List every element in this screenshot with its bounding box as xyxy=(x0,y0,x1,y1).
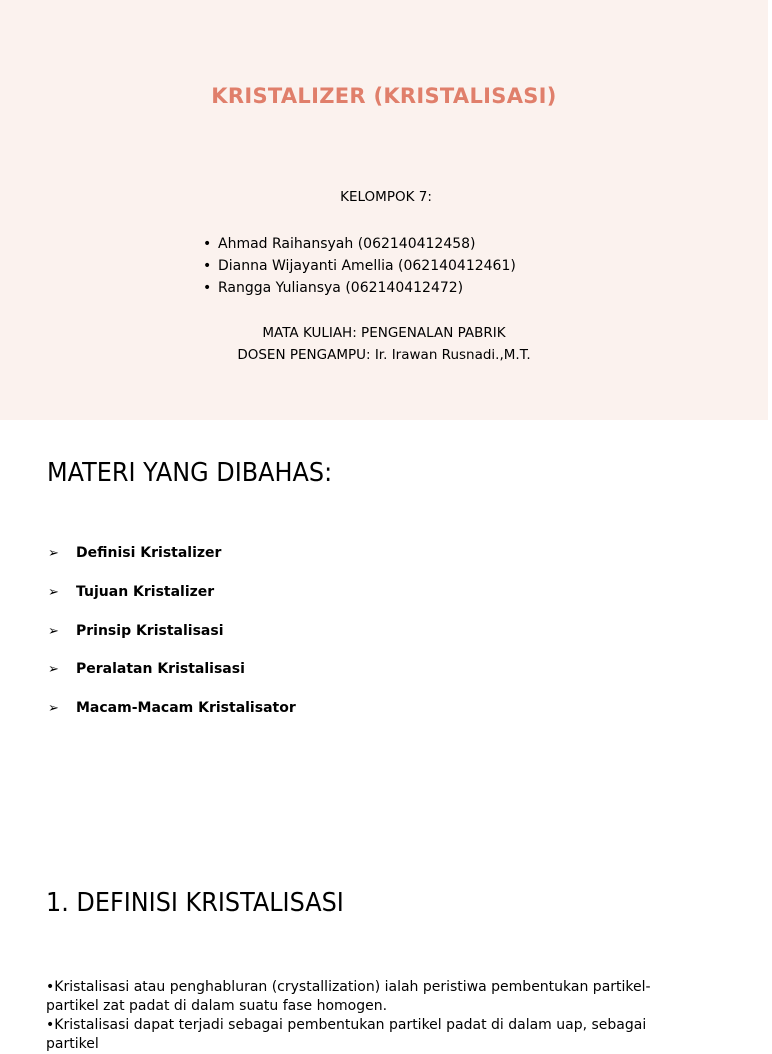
topic-label: Macam-Macam Kristalisator xyxy=(76,700,296,717)
topic-label: Definisi Kristalizer xyxy=(76,545,222,561)
course-info xyxy=(0,322,768,366)
list-item xyxy=(48,545,296,584)
title-slide xyxy=(0,0,768,420)
topics-slide xyxy=(0,420,768,844)
list-item xyxy=(203,255,516,277)
list-item xyxy=(48,623,296,662)
arrow-bullet-icon: ➢ xyxy=(48,623,59,639)
list-item xyxy=(48,584,296,623)
presentation-title: KRISTALIZER (KRISTALISASI) xyxy=(211,84,557,108)
course-line: MATA KULIAH: PENGENALAN PABRIK xyxy=(262,325,506,341)
paragraph: •Kristalisasi atau penghabluran (crystallization) ialah peristiwa pembentukan partikel-partikel zat padat di dalam suatu fase homogen. xyxy=(46,979,651,1014)
member-name: Dianna Wijayanti Amellia (062140412461) xyxy=(218,258,516,274)
list-item xyxy=(203,277,516,299)
slide-title: 1. DEFINISI KRISTALISASI xyxy=(46,888,344,918)
arrow-bullet-icon: ➢ xyxy=(48,546,59,561)
arrow-bullet-icon: ➢ xyxy=(48,662,59,678)
bullet-icon: • xyxy=(203,280,212,296)
list-item xyxy=(203,233,516,255)
member-name: Rangga Yuliansya (062140412472) xyxy=(218,280,464,296)
topic-label: Tujuan Kristalizer xyxy=(76,583,215,600)
topic-list xyxy=(48,545,296,739)
topic-label: Prinsip Kristalisasi xyxy=(76,622,224,639)
slide-title: MATERI YANG DIBAHAS: xyxy=(47,458,333,488)
list-item xyxy=(48,700,296,739)
topic-label: Peralatan Kristalisasi xyxy=(76,661,245,678)
arrow-bullet-icon: ➢ xyxy=(48,701,59,717)
definition-slide xyxy=(0,844,768,1052)
bullet-icon: • xyxy=(203,258,212,274)
arrow-bullet-icon: ➢ xyxy=(48,584,59,600)
bullet-icon: • xyxy=(203,236,212,252)
list-item xyxy=(48,661,296,700)
lecturer-line: DOSEN PENGAMPU: Ir. Irawan Rusnadi.,M.T. xyxy=(237,347,531,363)
group-label: KELOMPOK 7: xyxy=(340,189,432,205)
definition-text xyxy=(46,978,686,1054)
paragraph: •Kristalisasi dapat terjadi sebagai pembentukan partikel padat di dalam uap, sebagai partikel xyxy=(46,1017,647,1052)
member-name: Ahmad Raihansyah (062140412458) xyxy=(218,236,476,252)
member-list xyxy=(203,233,516,299)
